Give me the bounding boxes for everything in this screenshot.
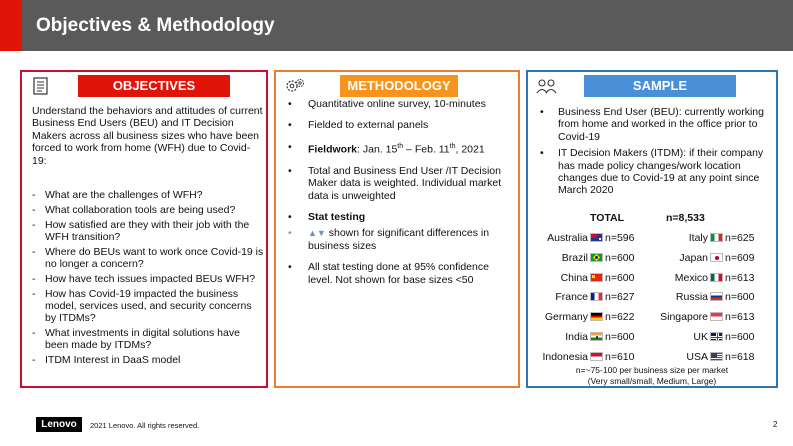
list-item: - Where do BEUs want to work once Covid-19 is no longer a concern? [32, 246, 264, 271]
list-item: • IT Decision Makers (ITDM): if their company has made policy changes/work location changes due to Covid-19 at any point since March 2020 [536, 147, 774, 197]
sample-total-row [528, 212, 776, 226]
country-n: n=596 [605, 232, 635, 244]
gears-icon [284, 77, 306, 95]
table-row [528, 311, 776, 331]
sample-note [528, 365, 776, 386]
flag-india-icon [590, 332, 603, 341]
country-n: n=613 [725, 271, 755, 284]
objectives-panel [20, 70, 268, 388]
list-item: • Fielded to external panels [284, 119, 514, 131]
list-item: - ITDM Interest in DaaS model [32, 354, 264, 366]
stat-arrows-text: shown for significant differences in business sizes [308, 227, 490, 252]
list-item: - What are the challenges of WFH? [32, 189, 264, 201]
sample-definitions [536, 106, 774, 201]
country-n: n=625 [725, 232, 755, 244]
country-name: China [560, 271, 588, 284]
table-row [528, 232, 776, 252]
country-name: Italy [688, 232, 708, 244]
table-row [528, 331, 776, 351]
country-n: n=600 [725, 291, 755, 304]
country-n: n=613 [725, 311, 755, 324]
flag-singapore-icon [710, 312, 723, 321]
sample-panel [526, 70, 778, 388]
methodology-panel [274, 70, 520, 388]
methodology-list [284, 98, 514, 286]
fieldwork-year: , 2021 [455, 143, 485, 156]
list-item: - How satisfied are they with their job with the WFH transition? [32, 219, 264, 244]
fieldwork-item [284, 141, 514, 156]
sample-country-grid [528, 232, 776, 371]
country-n: n=627 [605, 291, 635, 304]
page-title: Objectives & Methodology [36, 15, 275, 36]
list-item: • All stat testing done at 95% confidence level. Not shown for base sizes <50 [284, 261, 514, 286]
flag-australia-icon [590, 233, 603, 242]
flag-usa-icon [710, 352, 723, 361]
country-name: Mexico [674, 271, 708, 284]
country-name: Singapore [660, 311, 708, 324]
objectives-questions [32, 189, 264, 369]
list-item: - How has Covid-19 impacted the business model, services used, and security concerns by ITDMs? [32, 288, 264, 325]
flag-france-icon [590, 292, 603, 301]
list-item: - How have tech issues impacted BEUs WFH? [32, 273, 264, 285]
table-row [528, 272, 776, 292]
list-item: • Quantitative online survey, 10-minutes [284, 98, 514, 110]
users-icon [536, 77, 558, 95]
country-n: n=600 [605, 251, 635, 264]
document-checklist-icon [30, 77, 52, 95]
fieldwork-text: : Jan. 15 [357, 143, 398, 156]
header-accent [0, 0, 22, 51]
country-name: Russia [675, 291, 708, 304]
fieldwork-mid: – Feb. 11 [403, 143, 450, 156]
table-row [528, 291, 776, 311]
list-item: • Total and Business End User /IT Decision Maker data is weighted. Individual market data is unweighted [284, 165, 514, 202]
flag-germany-icon [590, 312, 603, 321]
country-n: n=622 [605, 311, 635, 324]
stat-testing-heading [284, 211, 514, 223]
lenovo-logo: Lenovo [36, 417, 82, 432]
country-name: Japan [679, 251, 708, 264]
country-name: Australia [547, 232, 588, 244]
sample-note-line1: n=~75-100 per business size per market [575, 365, 729, 375]
country-name: Brazil [561, 251, 588, 264]
fieldwork-sup-end: th [449, 142, 456, 150]
country-name: UK [693, 330, 708, 343]
objectives-intro: Understand the behaviors and attitudes of current Business End Users (BEU) and IT Decision Makers across all business sizes who have been forced to work from home (WFH) due to Covid-19: [32, 105, 263, 167]
country-n: n=610 [605, 350, 635, 363]
table-row [528, 252, 776, 272]
total-label: TOTAL [590, 212, 625, 224]
page-number: 2 [773, 420, 778, 429]
country-n: n=618 [725, 350, 755, 363]
flag-mexico-icon [710, 273, 723, 282]
flag-japan-icon [710, 253, 723, 262]
significance-arrows-icon: ▲▼ [308, 228, 326, 239]
list-item: - What investments in digital solutions have been made by ITDMs? [32, 327, 264, 352]
country-name: Indonesia [542, 350, 588, 363]
country-n: n=609 [725, 251, 755, 264]
sample-note-line2: (Very small/small, Medium, Large) [587, 375, 717, 386]
flag-china-icon [590, 273, 603, 282]
country-name: France [555, 291, 588, 304]
list-item: - What collaboration tools are being used? [32, 204, 264, 216]
flag-brazil-icon [590, 253, 603, 262]
flag-russia-icon [710, 292, 723, 301]
country-name: USA [686, 350, 708, 363]
fieldwork-label: Fieldwork [308, 143, 358, 156]
flag-italy-icon [710, 233, 723, 242]
objectives-heading: OBJECTIVES [78, 75, 230, 97]
methodology-heading: METHODOLOGY [340, 75, 458, 97]
copyright-text: 2021 Lenovo. All rights reserved. [90, 421, 200, 430]
country-n: n=600 [605, 271, 635, 284]
fieldwork-sup-start: th [397, 142, 404, 150]
country-name: Germany [544, 311, 588, 324]
country-n: n=600 [605, 330, 635, 343]
flag-uk-icon [710, 332, 723, 341]
list-item: • Business End User (BEU): currently working from home and worked in the office prior to Covid-19 [536, 106, 774, 143]
header-bar [0, 0, 793, 51]
stat-testing-label: Stat testing [308, 210, 366, 223]
stat-arrows-item [284, 227, 514, 252]
country-n: n=600 [725, 330, 755, 343]
sample-heading: SAMPLE [584, 75, 736, 97]
total-value: n=8,533 [666, 212, 705, 224]
flag-indonesia-icon [590, 352, 603, 361]
country-name: India [565, 330, 588, 343]
